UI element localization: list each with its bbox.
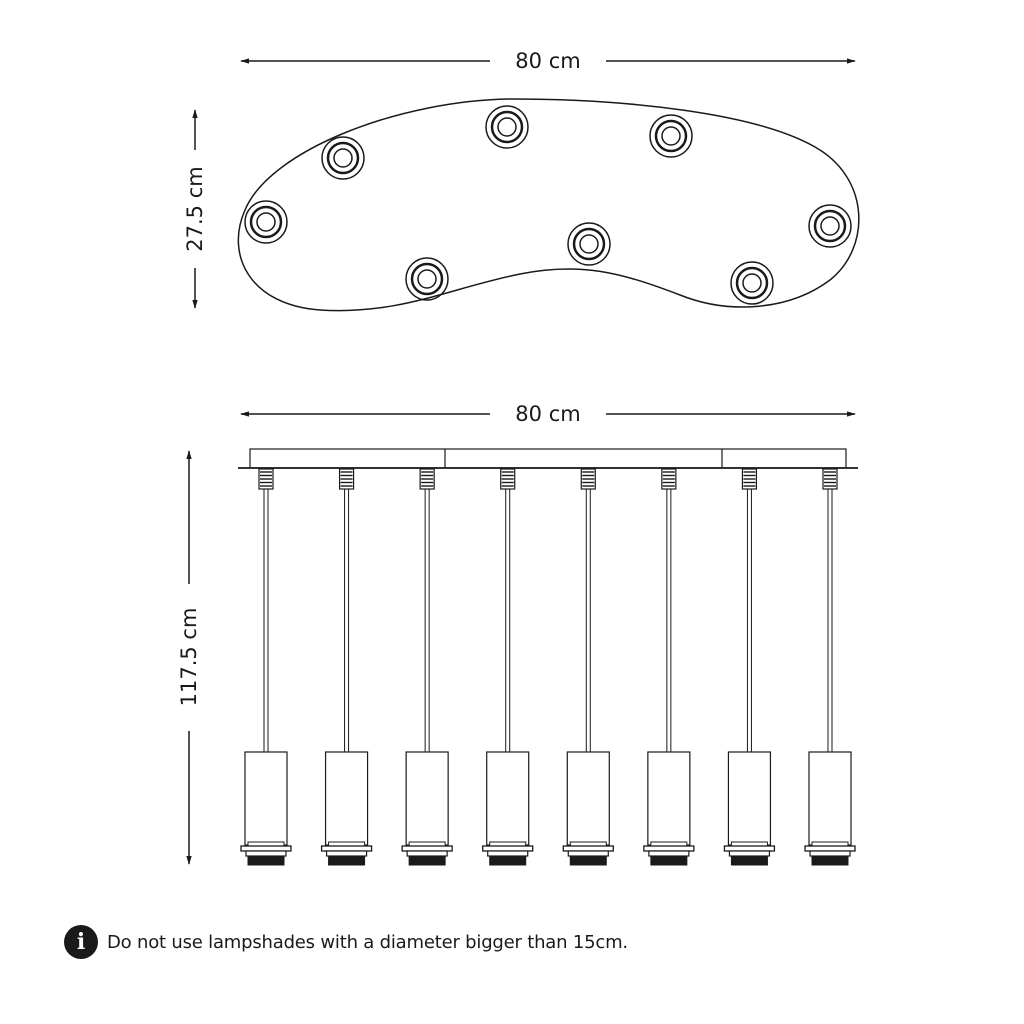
lamp-socket (322, 842, 372, 865)
front-height-dimension (177, 451, 201, 864)
socket (486, 106, 528, 148)
top-depth-dimension (183, 110, 207, 308)
pendant-lamp (402, 469, 452, 865)
cord-grip (340, 469, 354, 489)
cord-grip (581, 469, 595, 489)
pendant-lamp (483, 469, 533, 865)
canopy-sockets (245, 106, 851, 304)
pendant-lamp (322, 469, 372, 865)
top-view (183, 49, 859, 311)
pendants (241, 469, 855, 865)
top-width-dimension (241, 49, 855, 73)
cord-grip (259, 469, 273, 489)
pendant-lamp (563, 469, 613, 865)
cord-grip (823, 469, 837, 489)
socket (322, 137, 364, 179)
cord-grip (420, 469, 434, 489)
top-width-label: 80 cm (515, 49, 581, 73)
lamp-body (487, 752, 529, 845)
info-note (64, 924, 628, 960)
pendant-lamp (644, 469, 694, 865)
lamp-socket (241, 842, 291, 865)
front-view (177, 402, 858, 865)
lamp-body (809, 752, 851, 845)
front-width-label: 80 cm (515, 402, 581, 426)
lamp-body (567, 752, 609, 845)
lamp-body (406, 752, 448, 845)
lamp-socket (644, 842, 694, 865)
pendant-lamp (241, 469, 291, 865)
pendant-lamp (724, 469, 774, 865)
lamp-body (728, 752, 770, 845)
front-height-label: 117.5 cm (177, 607, 201, 707)
lamp-socket (724, 842, 774, 865)
socket (809, 205, 851, 247)
lamp-socket (402, 842, 452, 865)
note-text: Do not use lampshades with a diameter bigger than 15cm. (107, 931, 628, 953)
lamp-socket (483, 842, 533, 865)
socket (731, 262, 773, 304)
socket (568, 223, 610, 265)
socket (245, 201, 287, 243)
lamp-body (245, 752, 287, 845)
lamp-body (648, 752, 690, 845)
lamp-body (326, 752, 368, 845)
top-depth-label: 27.5 cm (183, 166, 207, 252)
lamp-socket (805, 842, 855, 865)
pendant-lamp (805, 469, 855, 865)
socket (406, 258, 448, 300)
socket (650, 115, 692, 157)
cord-grip (742, 469, 756, 489)
lamp-socket (563, 842, 613, 865)
info-icon: i (64, 925, 98, 959)
canopy-profile (238, 449, 858, 468)
front-width-dimension (241, 402, 855, 426)
cord-grip (501, 469, 515, 489)
cord-grip (662, 469, 676, 489)
